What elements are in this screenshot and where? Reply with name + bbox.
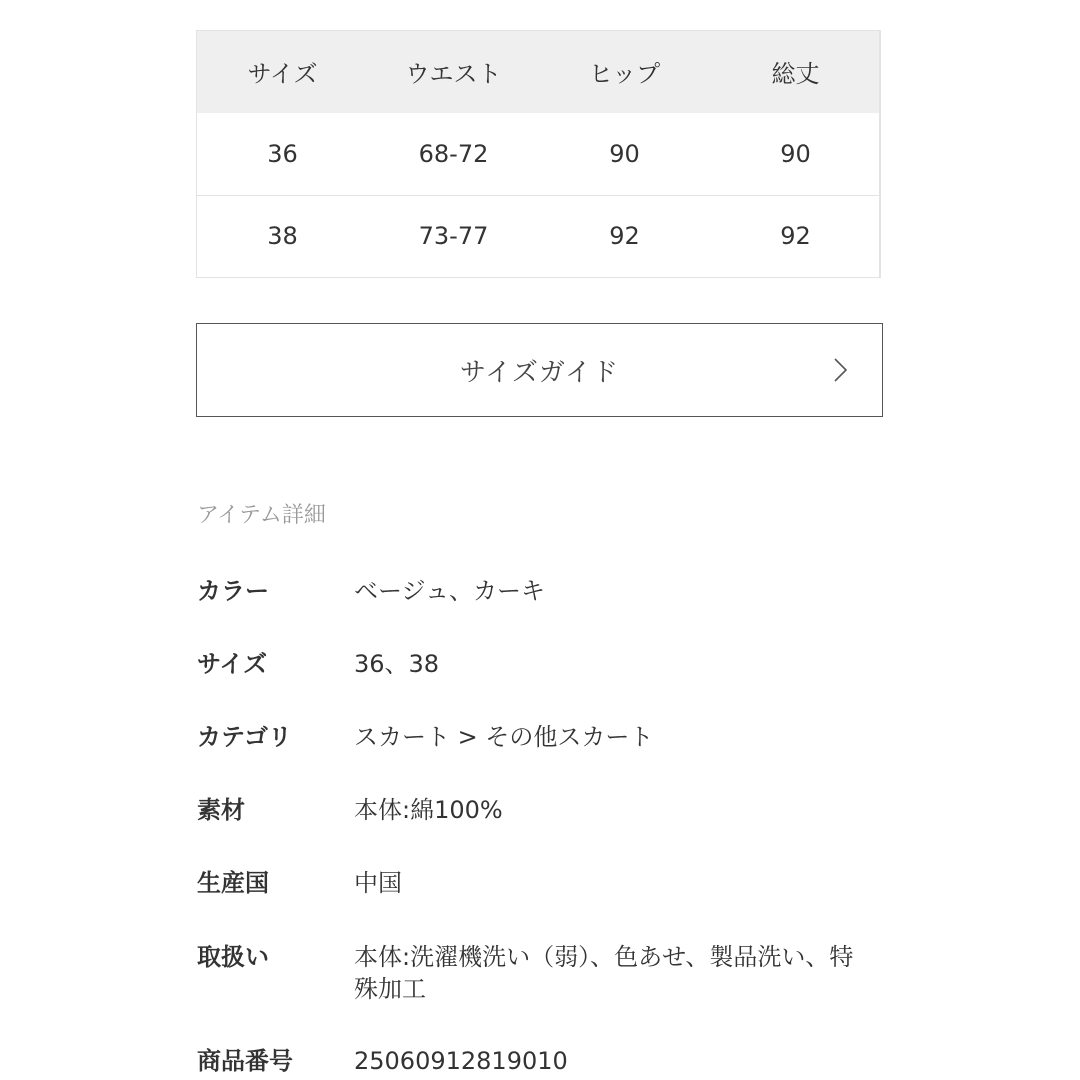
table-cell: 68-72: [368, 113, 539, 195]
detail-label: 商品番号: [197, 1047, 293, 1075]
detail-label: カテゴリ: [197, 723, 293, 751]
detail-row-country: [197, 867, 897, 899]
detail-row-care: [197, 941, 897, 1005]
size-guide-button[interactable]: [196, 323, 883, 417]
size-table-header-waist: ウエスト: [405, 60, 502, 88]
detail-value: 36、38: [354, 650, 440, 678]
detail-label: 素材: [197, 796, 245, 824]
detail-row-product-number: [197, 1045, 897, 1077]
detail-value: 本体:綿100%: [354, 796, 503, 824]
detail-label: 生産国: [197, 869, 269, 897]
detail-row-size: [197, 648, 897, 680]
table-cell: 92: [539, 195, 710, 277]
detail-row-color: [197, 575, 897, 607]
detail-row-category: [197, 721, 897, 753]
chevron-right-icon: [828, 358, 852, 382]
item-details-heading: アイテム詳細: [197, 503, 326, 528]
detail-label: サイズ: [197, 650, 268, 678]
size-table-header-row: [197, 30, 881, 113]
detail-value: 中国: [354, 869, 402, 897]
detail-label: カラー: [197, 577, 269, 605]
detail-value: 25060912819010: [354, 1047, 568, 1075]
table-cell: 73-77: [368, 195, 539, 277]
size-guide-label: サイズガイド: [459, 357, 620, 388]
table-cell: 90: [539, 113, 710, 195]
size-table-header-size: サイズ: [247, 60, 318, 88]
size-table-header-hip: ヒップ: [588, 60, 661, 88]
detail-value: スカート > その他スカート: [354, 723, 654, 751]
table-row: [197, 195, 881, 277]
detail-value: 本体:洗濯機洗い（弱）、色あせ、製品洗い、特殊加工: [354, 943, 854, 1003]
table-cell: 90: [710, 113, 881, 195]
size-table-header-length: 総丈: [771, 60, 820, 88]
table-cell: 92: [710, 195, 881, 277]
table-cell: 38: [197, 195, 368, 277]
table-row: [197, 113, 881, 195]
detail-value: ベージュ、カーキ: [354, 577, 546, 605]
size-table: [197, 30, 881, 278]
detail-row-material: [197, 794, 897, 826]
detail-label: 取扱い: [197, 943, 269, 971]
table-cell: 36: [197, 113, 368, 195]
